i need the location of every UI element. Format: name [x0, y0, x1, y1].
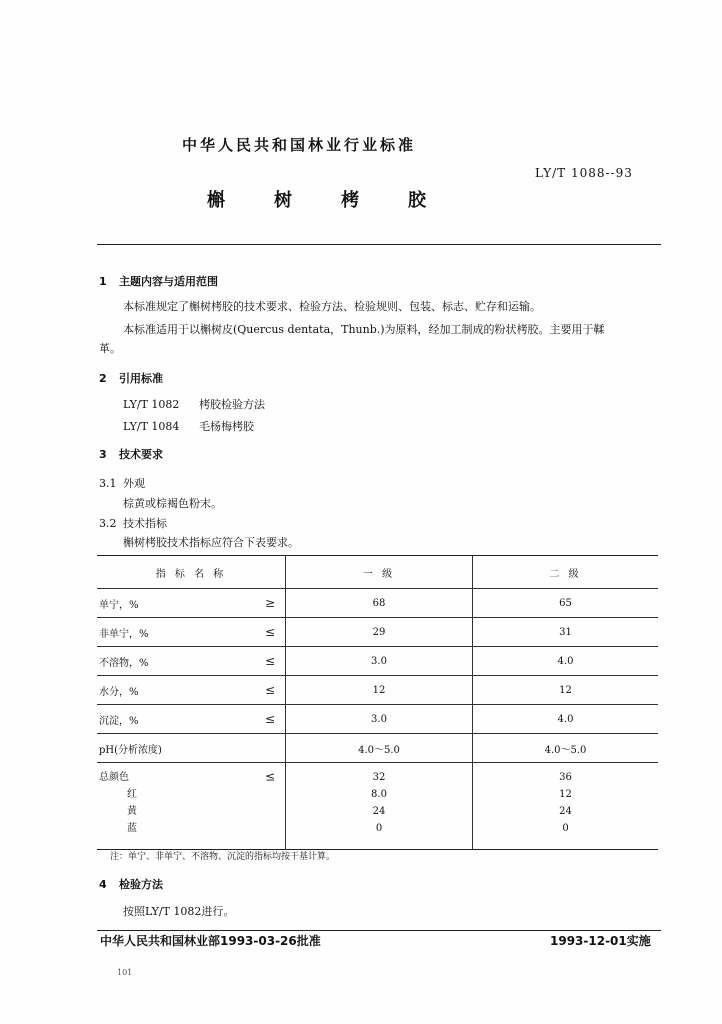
- table-row: [97, 589, 658, 618]
- row-grade-2: 31: [473, 618, 659, 647]
- spec-table: [97, 555, 658, 850]
- comparator: ≥: [264, 596, 275, 610]
- row-grade-2: 4.0～5.0: [473, 734, 659, 763]
- row-name: 不溶物，%: [99, 657, 149, 669]
- approval-date: 中华人民共和国林业部1993-03-26批准: [100, 934, 321, 948]
- comparator: ≤: [264, 683, 275, 697]
- row-name: pH(分析浓度): [99, 744, 162, 756]
- color-grade-2-total: 36: [559, 772, 572, 783]
- comparator: ≤: [264, 625, 275, 639]
- comparator: ≤: [264, 769, 275, 784]
- title-char: 栲: [341, 190, 359, 211]
- subsection-3-2: 3.2 技术指标: [99, 517, 167, 530]
- header-rule: [97, 244, 661, 245]
- row-grade-2: 4.0: [473, 647, 659, 676]
- section-1-heading: 1 主题内容与适用范围: [99, 275, 218, 288]
- subsection-3-1: 3.1 外观: [99, 477, 145, 490]
- section-1-para-1: 本标准规定了槲树栲胶的技术要求、检验方法、检验规则、包装、标志、贮存和运输。: [123, 300, 541, 313]
- title-char: 胶: [408, 190, 426, 211]
- document-title: [207, 186, 475, 212]
- color-grade-2-yellow: 24: [559, 806, 572, 817]
- table-row: [97, 705, 658, 734]
- table-note: 注：单宁、非单宁、不溶物、沉淀的指标均按干基计算。: [110, 852, 336, 862]
- implementation-date: 1993-12-01实施: [550, 934, 651, 948]
- subsection-3-2-text: 槲树栲胶技术指标应符合下表要求。: [123, 536, 299, 549]
- reference-2: LY/T 1084 毛杨梅栲胶: [123, 420, 254, 433]
- title-char: 树: [274, 190, 292, 211]
- section-3-heading: 3 技术要求: [99, 448, 163, 461]
- footer-rule: [97, 930, 661, 931]
- table-row: [97, 676, 658, 705]
- row-name: 水分，%: [99, 686, 139, 698]
- section-2-heading: 2 引用标准: [99, 372, 163, 385]
- row-name: 总颜色: [99, 772, 129, 783]
- color-grade-2-red: 12: [559, 789, 572, 800]
- comparator: ≤: [264, 712, 275, 726]
- section-1-para-2: 本标准适用于以槲树皮(Quercus dentata，Thunb.)为原料，经加工制成的粉状栲胶。主要用于鞣: [123, 323, 605, 336]
- section-4-heading: 4 检验方法: [99, 878, 163, 891]
- row-grade-1: 3.0: [286, 647, 473, 676]
- table-row: [97, 618, 658, 647]
- header-grade-2: 二 级: [473, 556, 659, 589]
- row-grade-1: 12: [286, 676, 473, 705]
- color-grade-2-blue: 0: [562, 823, 569, 834]
- reference-1: LY/T 1082 栲胶检验方法: [123, 398, 265, 411]
- row-grade-2: 65: [473, 589, 659, 618]
- standard-code: LY/T 1088--93: [535, 166, 633, 180]
- table-row: [97, 734, 658, 763]
- row-name: 沉淀，%: [99, 715, 139, 727]
- row-grade-1: 4.0～5.0: [286, 734, 473, 763]
- color-grade-1-red: 8.0: [371, 789, 387, 800]
- color-sub-red: 红: [127, 789, 137, 800]
- section-4-text: 按照LY/T 1082进行。: [123, 905, 235, 918]
- color-sub-yellow: 黄: [127, 806, 137, 817]
- table-header-row: [97, 556, 658, 589]
- title-char: 槲: [207, 190, 225, 211]
- color-grade-1-total: 32: [372, 772, 386, 783]
- section-1-para-2-cont: 革。: [99, 342, 121, 355]
- row-name: 非单宁，%: [99, 628, 149, 640]
- color-grade-1-blue: 0: [375, 823, 383, 834]
- header-indicator: 指 标 名 称: [97, 556, 286, 589]
- row-grade-2: 12: [473, 676, 659, 705]
- comparator: ≤: [264, 654, 275, 668]
- subsection-3-1-text: 棕黄或棕褐色粉末。: [123, 497, 222, 510]
- table-row: [97, 647, 658, 676]
- standard-title: 中华人民共和国林业行业标准: [182, 136, 417, 154]
- row-grade-1: 29: [286, 618, 473, 647]
- row-grade-2: 4.0: [473, 705, 659, 734]
- color-sub-blue: 蓝: [127, 823, 137, 834]
- page-number: 101: [117, 968, 133, 977]
- table-row-color: [97, 763, 658, 850]
- header-grade-1: 一 级: [286, 556, 473, 589]
- row-grade-1: 68: [286, 589, 473, 618]
- color-grade-1-yellow: 24: [372, 806, 386, 817]
- row-grade-1: 3.0: [286, 705, 473, 734]
- row-name: 单宁，%: [99, 599, 139, 611]
